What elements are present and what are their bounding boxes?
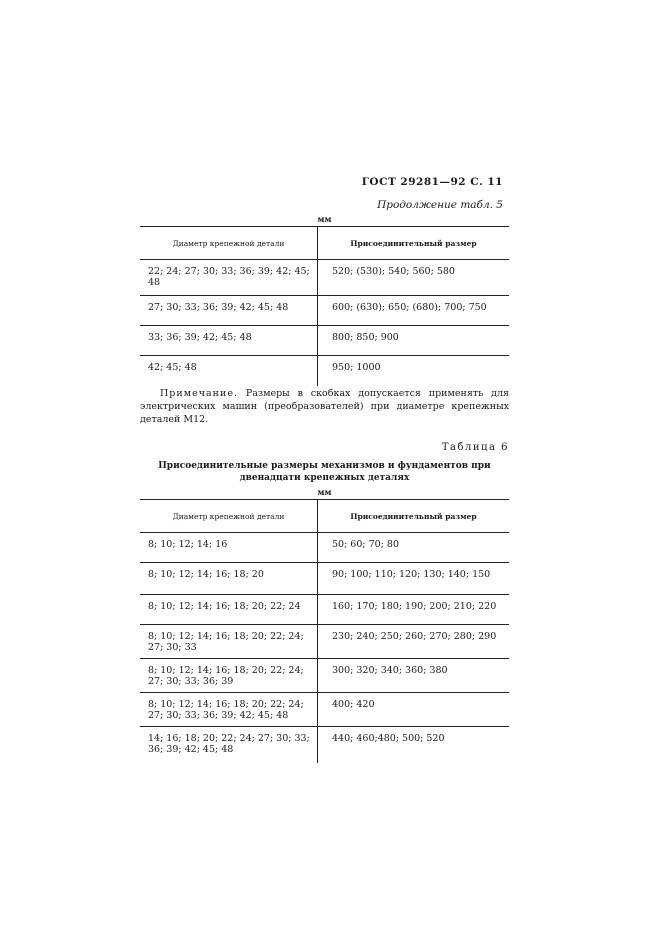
table6-cell-size: 300; 320; 340; 360; 380: [318, 659, 510, 693]
table6-col-size: Присоединительный размер: [318, 500, 510, 533]
table6-cell-diameter: 14; 16; 18; 20; 22; 24; 27; 30; 33; 36; 39; 42; 45; 48: [148, 733, 310, 755]
table5-note: [140, 387, 509, 426]
table6-row: [140, 563, 509, 595]
running-header: ГОСТ 29281—92 С. 11: [361, 176, 503, 188]
table6-cell-diameter: 8; 10; 12; 14; 16; 18; 20; 22; 24; 27; 30; 33; 36; 39: [140, 659, 318, 693]
table6-row: [140, 693, 509, 727]
table5-row: [140, 326, 509, 356]
table6-cell-diameter: 8; 10; 12; 14; 16; 18; 20; 22; 24: [140, 595, 318, 625]
table6-cell-size: 160; 170; 180; 190; 200; 210; 220: [318, 595, 510, 625]
table5-row: [140, 296, 509, 326]
table6-col-diameter: Диаметр крепежной детали: [140, 500, 318, 533]
table6-cell-size: 400; 420: [318, 693, 510, 727]
table6-cell-size: 50; 60; 70; 80: [318, 533, 510, 563]
table6-cell-diameter: 8; 10; 12; 14; 16; 18; 20; 22; 24; 27; 30; 33; 36; 39; 42; 45; 48: [140, 693, 318, 727]
table5-continuation-caption: Продолжение табл. 5: [377, 199, 503, 211]
table6-title: Присоединительные размеры механизмов и фундаментов при двенадцати крепежных деталях: [158, 461, 491, 483]
table5-cell-size: 950; 1000: [318, 356, 510, 386]
table5: [140, 226, 509, 386]
table6-units: мм: [317, 487, 332, 497]
table5-header-row: [140, 227, 509, 260]
table6-row: [140, 595, 509, 625]
table5-units: мм: [317, 214, 332, 224]
table6-row: [140, 727, 509, 763]
table6: [140, 499, 509, 763]
table5-cell-size: 600; (630); 650; (680); 700; 750: [318, 296, 510, 326]
note-text: Размеры в скобках допускается применять для электрических машин (преобразователей) при диаметре крепежных деталей М12.: [140, 388, 509, 425]
table6-cell-size: 440; 460;480; 500; 520: [318, 727, 510, 763]
table6-row: [140, 659, 509, 693]
table5-row: [140, 356, 509, 386]
table5-row: [140, 260, 509, 296]
table6-header-row: [140, 500, 509, 533]
table6-cell-diameter: 8; 10; 12; 14; 16: [140, 533, 318, 563]
table6-label: Таблица 6: [441, 442, 509, 453]
table5-cell-size: 520; (530); 540; 560; 580: [318, 260, 510, 296]
table5-cell-diameter: 22; 24; 27; 30; 33; 36; 39; 42; 45; 48: [140, 260, 318, 296]
table6-row: [140, 533, 509, 563]
table6-body: [140, 533, 509, 763]
table5-cell-diameter: 27; 30; 33; 36; 39; 42; 45; 48: [140, 296, 318, 326]
table5-col-size: Присоединительный размер: [318, 227, 510, 260]
table5-cell-diameter: 42; 45; 48: [148, 362, 197, 373]
table6-cell-diameter: 8; 10; 12; 14; 16; 18; 20: [140, 563, 318, 595]
table5-col-diameter: Диаметр крепежной детали: [140, 227, 318, 260]
table5-cell-size: 800; 850; 900: [318, 326, 510, 356]
table6-cell-size: 230; 240; 250; 260; 270; 280; 290: [318, 625, 510, 659]
note-label: Примечание.: [160, 388, 238, 399]
table6-cell-size: 90; 100; 110; 120; 130; 140; 150: [318, 563, 510, 595]
table5-cell-diameter: 33; 36; 39; 42; 45; 48: [140, 326, 318, 356]
table6-cell-diameter: 8; 10; 12; 14; 16; 18; 20; 22; 24; 27; 30; 33: [140, 625, 318, 659]
table6-row: [140, 625, 509, 659]
table5-body: [140, 260, 509, 386]
